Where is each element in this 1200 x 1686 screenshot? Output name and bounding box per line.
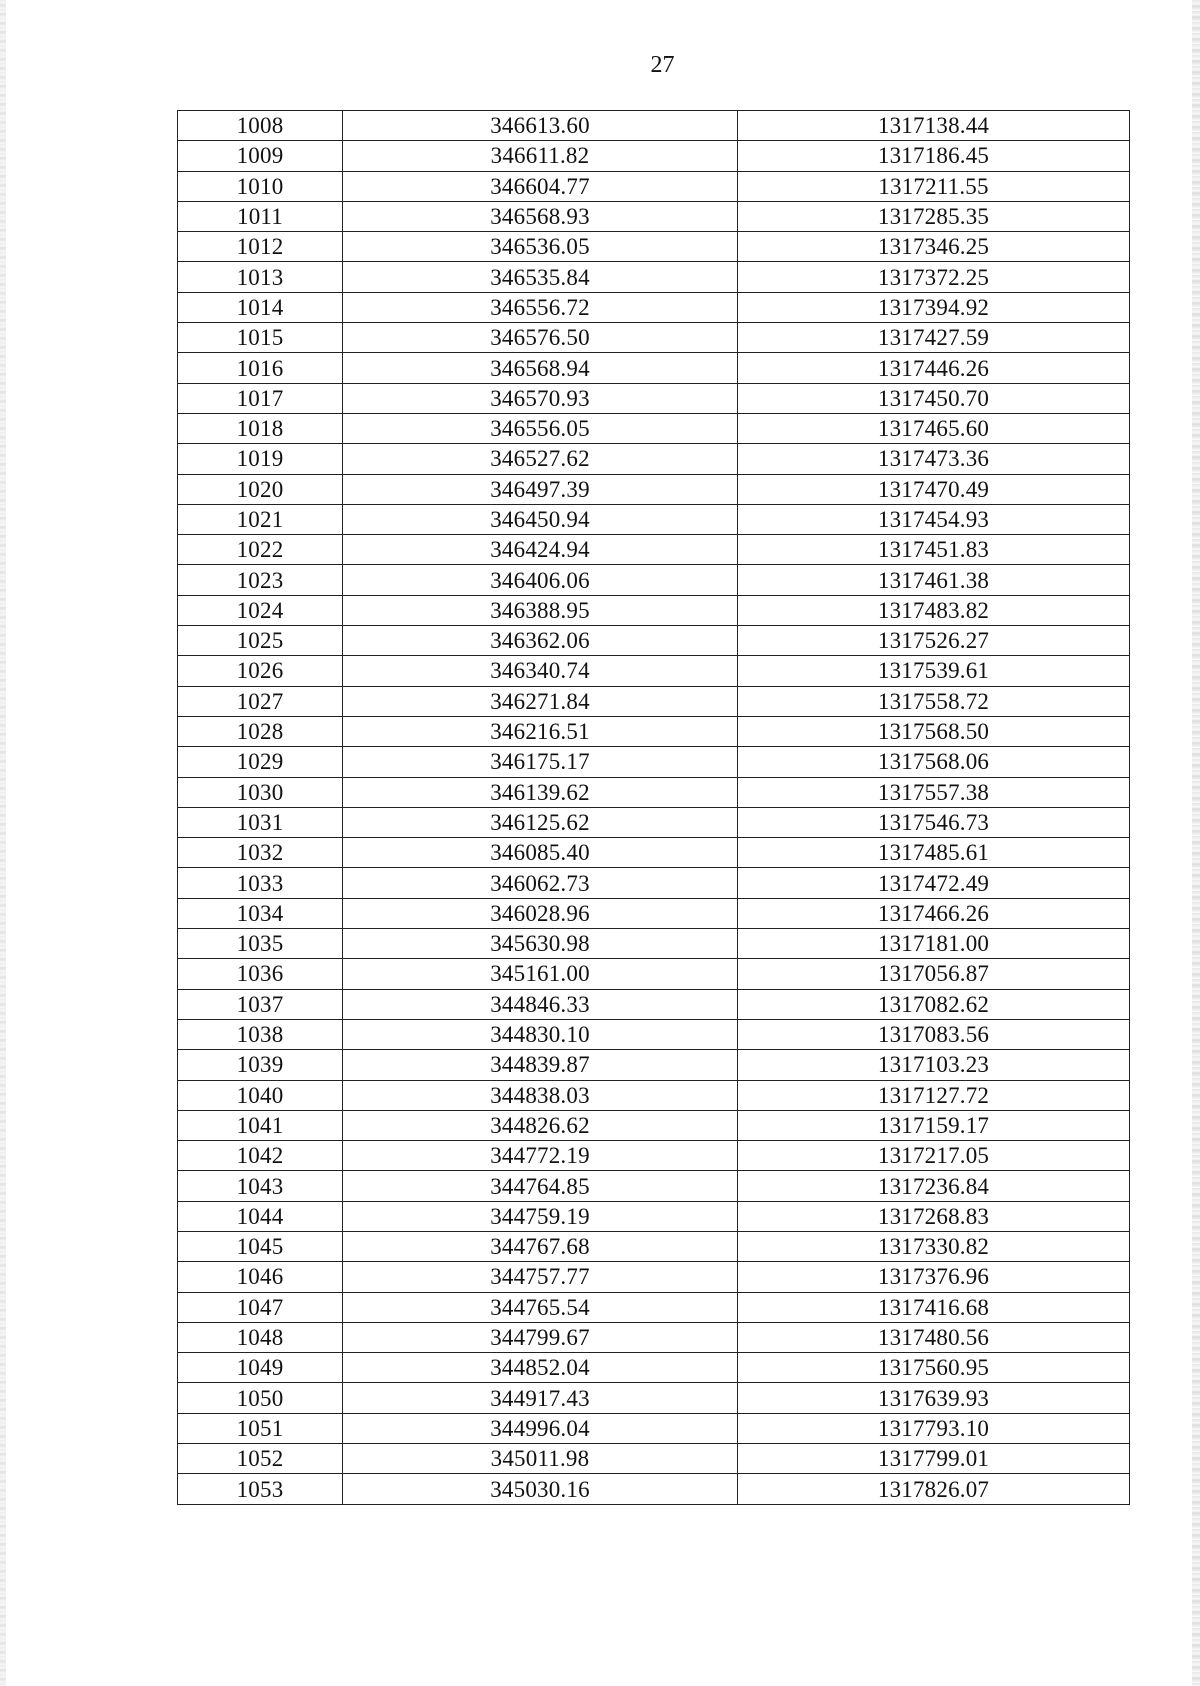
y-coordinate-cell: 1317480.56 (738, 1322, 1130, 1352)
point-number-cell: 1044 (178, 1201, 343, 1231)
page-number: 27 (650, 52, 675, 78)
x-coordinate-cell: 345630.98 (343, 929, 738, 959)
y-coordinate-cell: 1317056.87 (738, 959, 1130, 989)
y-coordinate-cell: 1317466.26 (738, 898, 1130, 928)
point-number-cell: 1031 (178, 807, 343, 837)
x-coordinate-cell: 344765.54 (343, 1292, 738, 1322)
table-row (178, 1110, 1130, 1140)
table-row (178, 444, 1130, 474)
point-number-cell: 1049 (178, 1353, 343, 1383)
y-coordinate-cell: 1317186.45 (738, 141, 1130, 171)
x-coordinate-cell: 344799.67 (343, 1322, 738, 1352)
table-row (178, 262, 1130, 292)
point-number-cell: 1048 (178, 1322, 343, 1352)
coordinate-table-container (177, 110, 1129, 1505)
y-coordinate-cell: 1317372.25 (738, 262, 1130, 292)
table-row (178, 656, 1130, 686)
y-coordinate-cell: 1317346.25 (738, 232, 1130, 262)
y-coordinate-cell: 1317539.61 (738, 656, 1130, 686)
table-row (178, 595, 1130, 625)
x-coordinate-cell: 346568.94 (343, 353, 738, 383)
x-coordinate-cell: 344838.03 (343, 1080, 738, 1110)
table-row (178, 1383, 1130, 1413)
table-row (178, 1353, 1130, 1383)
table-row (178, 535, 1130, 565)
point-number-cell: 1026 (178, 656, 343, 686)
x-coordinate-cell: 346028.96 (343, 898, 738, 928)
scan-edge-right (1192, 0, 1200, 1686)
x-coordinate-cell: 344830.10 (343, 1019, 738, 1049)
x-coordinate-cell: 346216.51 (343, 716, 738, 746)
x-coordinate-cell: 344846.33 (343, 989, 738, 1019)
y-coordinate-cell: 1317568.50 (738, 716, 1130, 746)
table-row (178, 474, 1130, 504)
y-coordinate-cell: 1317473.36 (738, 444, 1130, 474)
point-number-cell: 1023 (178, 565, 343, 595)
y-coordinate-cell: 1317465.60 (738, 413, 1130, 443)
y-coordinate-cell: 1317127.72 (738, 1080, 1130, 1110)
point-number-cell: 1038 (178, 1019, 343, 1049)
x-coordinate-cell: 344852.04 (343, 1353, 738, 1383)
table-row (178, 1019, 1130, 1049)
table-row (178, 171, 1130, 201)
point-number-cell: 1013 (178, 262, 343, 292)
table-row (178, 1050, 1130, 1080)
y-coordinate-cell: 1317560.95 (738, 1353, 1130, 1383)
x-coordinate-cell: 344767.68 (343, 1231, 738, 1261)
point-number-cell: 1025 (178, 626, 343, 656)
point-number-cell: 1010 (178, 171, 343, 201)
x-coordinate-cell: 346424.94 (343, 535, 738, 565)
x-coordinate-cell: 346362.06 (343, 626, 738, 656)
y-coordinate-cell: 1317082.62 (738, 989, 1130, 1019)
x-coordinate-cell: 344772.19 (343, 1141, 738, 1171)
y-coordinate-cell: 1317485.61 (738, 838, 1130, 868)
point-number-cell: 1024 (178, 595, 343, 625)
x-coordinate-cell: 344764.85 (343, 1171, 738, 1201)
table-row (178, 807, 1130, 837)
table-row (178, 1322, 1130, 1352)
x-coordinate-cell: 346535.84 (343, 262, 738, 292)
x-coordinate-cell: 346175.17 (343, 747, 738, 777)
y-coordinate-cell: 1317181.00 (738, 929, 1130, 959)
point-number-cell: 1047 (178, 1292, 343, 1322)
x-coordinate-cell: 344826.62 (343, 1110, 738, 1140)
table-row (178, 1171, 1130, 1201)
x-coordinate-cell: 345011.98 (343, 1444, 738, 1474)
x-coordinate-cell: 346406.06 (343, 565, 738, 595)
x-coordinate-cell: 346576.50 (343, 323, 738, 353)
y-coordinate-cell: 1317799.01 (738, 1444, 1130, 1474)
table-row (178, 898, 1130, 928)
x-coordinate-cell: 346527.62 (343, 444, 738, 474)
y-coordinate-cell: 1317103.23 (738, 1050, 1130, 1080)
y-coordinate-cell: 1317416.68 (738, 1292, 1130, 1322)
y-coordinate-cell: 1317427.59 (738, 323, 1130, 353)
point-number-cell: 1018 (178, 413, 343, 443)
point-number-cell: 1012 (178, 232, 343, 262)
y-coordinate-cell: 1317483.82 (738, 595, 1130, 625)
point-number-cell: 1034 (178, 898, 343, 928)
y-coordinate-cell: 1317330.82 (738, 1231, 1130, 1261)
table-row (178, 1292, 1130, 1322)
x-coordinate-cell: 346556.05 (343, 413, 738, 443)
table-row (178, 747, 1130, 777)
x-coordinate-cell: 346497.39 (343, 474, 738, 504)
point-number-cell: 1053 (178, 1474, 343, 1504)
point-number-cell: 1037 (178, 989, 343, 1019)
point-number-cell: 1014 (178, 292, 343, 322)
point-number-cell: 1032 (178, 838, 343, 868)
x-coordinate-cell: 346340.74 (343, 656, 738, 686)
y-coordinate-cell: 1317083.56 (738, 1019, 1130, 1049)
table-row (178, 353, 1130, 383)
table-row (178, 383, 1130, 413)
point-number-cell: 1036 (178, 959, 343, 989)
y-coordinate-cell: 1317394.92 (738, 292, 1130, 322)
y-coordinate-cell: 1317472.49 (738, 868, 1130, 898)
y-coordinate-cell: 1317446.26 (738, 353, 1130, 383)
table-row (178, 868, 1130, 898)
y-coordinate-cell: 1317450.70 (738, 383, 1130, 413)
table-row (178, 929, 1130, 959)
x-coordinate-cell: 345030.16 (343, 1474, 738, 1504)
y-coordinate-cell: 1317285.35 (738, 201, 1130, 231)
table-row (178, 292, 1130, 322)
table-row (178, 959, 1130, 989)
table-row (178, 565, 1130, 595)
table-row (178, 1413, 1130, 1443)
x-coordinate-cell: 344759.19 (343, 1201, 738, 1231)
y-coordinate-cell: 1317546.73 (738, 807, 1130, 837)
x-coordinate-cell: 346604.77 (343, 171, 738, 201)
coordinate-table (177, 110, 1130, 1505)
x-coordinate-cell: 346570.93 (343, 383, 738, 413)
table-row (178, 1444, 1130, 1474)
table-row (178, 626, 1130, 656)
coordinate-table-body (178, 111, 1130, 1505)
y-coordinate-cell: 1317138.44 (738, 111, 1130, 141)
x-coordinate-cell: 344996.04 (343, 1413, 738, 1443)
y-coordinate-cell: 1317268.83 (738, 1201, 1130, 1231)
x-coordinate-cell: 346062.73 (343, 868, 738, 898)
point-number-cell: 1027 (178, 686, 343, 716)
y-coordinate-cell: 1317454.93 (738, 504, 1130, 534)
x-coordinate-cell: 346568.93 (343, 201, 738, 231)
point-number-cell: 1040 (178, 1080, 343, 1110)
x-coordinate-cell: 346125.62 (343, 807, 738, 837)
y-coordinate-cell: 1317470.49 (738, 474, 1130, 504)
table-row (178, 686, 1130, 716)
scan-edge-left (0, 0, 6, 1686)
point-number-cell: 1043 (178, 1171, 343, 1201)
y-coordinate-cell: 1317826.07 (738, 1474, 1130, 1504)
x-coordinate-cell: 344757.77 (343, 1262, 738, 1292)
table-row (178, 201, 1130, 231)
y-coordinate-cell: 1317793.10 (738, 1413, 1130, 1443)
point-number-cell: 1019 (178, 444, 343, 474)
point-number-cell: 1015 (178, 323, 343, 353)
x-coordinate-cell: 346611.82 (343, 141, 738, 171)
y-coordinate-cell: 1317568.06 (738, 747, 1130, 777)
point-number-cell: 1017 (178, 383, 343, 413)
y-coordinate-cell: 1317159.17 (738, 1110, 1130, 1140)
point-number-cell: 1045 (178, 1231, 343, 1261)
x-coordinate-cell: 346556.72 (343, 292, 738, 322)
y-coordinate-cell: 1317461.38 (738, 565, 1130, 595)
table-row (178, 716, 1130, 746)
point-number-cell: 1009 (178, 141, 343, 171)
table-row (178, 111, 1130, 141)
point-number-cell: 1041 (178, 1110, 343, 1140)
table-row (178, 989, 1130, 1019)
point-number-cell: 1022 (178, 535, 343, 565)
x-coordinate-cell: 346613.60 (343, 111, 738, 141)
point-number-cell: 1028 (178, 716, 343, 746)
point-number-cell: 1008 (178, 111, 343, 141)
x-coordinate-cell: 346450.94 (343, 504, 738, 534)
x-coordinate-cell: 344839.87 (343, 1050, 738, 1080)
point-number-cell: 1035 (178, 929, 343, 959)
y-coordinate-cell: 1317557.38 (738, 777, 1130, 807)
table-row (178, 1201, 1130, 1231)
x-coordinate-cell: 345161.00 (343, 959, 738, 989)
y-coordinate-cell: 1317558.72 (738, 686, 1130, 716)
point-number-cell: 1033 (178, 868, 343, 898)
y-coordinate-cell: 1317217.05 (738, 1141, 1130, 1171)
table-row (178, 777, 1130, 807)
point-number-cell: 1039 (178, 1050, 343, 1080)
point-number-cell: 1016 (178, 353, 343, 383)
x-coordinate-cell: 346388.95 (343, 595, 738, 625)
y-coordinate-cell: 1317451.83 (738, 535, 1130, 565)
table-row (178, 1141, 1130, 1171)
point-number-cell: 1050 (178, 1383, 343, 1413)
point-number-cell: 1011 (178, 201, 343, 231)
y-coordinate-cell: 1317211.55 (738, 171, 1130, 201)
table-row (178, 1262, 1130, 1292)
table-row (178, 504, 1130, 534)
y-coordinate-cell: 1317236.84 (738, 1171, 1130, 1201)
x-coordinate-cell: 346139.62 (343, 777, 738, 807)
x-coordinate-cell: 346271.84 (343, 686, 738, 716)
table-row (178, 1080, 1130, 1110)
point-number-cell: 1021 (178, 504, 343, 534)
y-coordinate-cell: 1317639.93 (738, 1383, 1130, 1413)
point-number-cell: 1042 (178, 1141, 343, 1171)
x-coordinate-cell: 346536.05 (343, 232, 738, 262)
point-number-cell: 1030 (178, 777, 343, 807)
table-row (178, 232, 1130, 262)
table-row (178, 141, 1130, 171)
point-number-cell: 1046 (178, 1262, 343, 1292)
point-number-cell: 1051 (178, 1413, 343, 1443)
table-row (178, 838, 1130, 868)
table-row (178, 323, 1130, 353)
y-coordinate-cell: 1317526.27 (738, 626, 1130, 656)
table-row (178, 413, 1130, 443)
table-row (178, 1231, 1130, 1261)
point-number-cell: 1020 (178, 474, 343, 504)
point-number-cell: 1029 (178, 747, 343, 777)
x-coordinate-cell: 344917.43 (343, 1383, 738, 1413)
point-number-cell: 1052 (178, 1444, 343, 1474)
x-coordinate-cell: 346085.40 (343, 838, 738, 868)
table-row (178, 1474, 1130, 1504)
y-coordinate-cell: 1317376.96 (738, 1262, 1130, 1292)
